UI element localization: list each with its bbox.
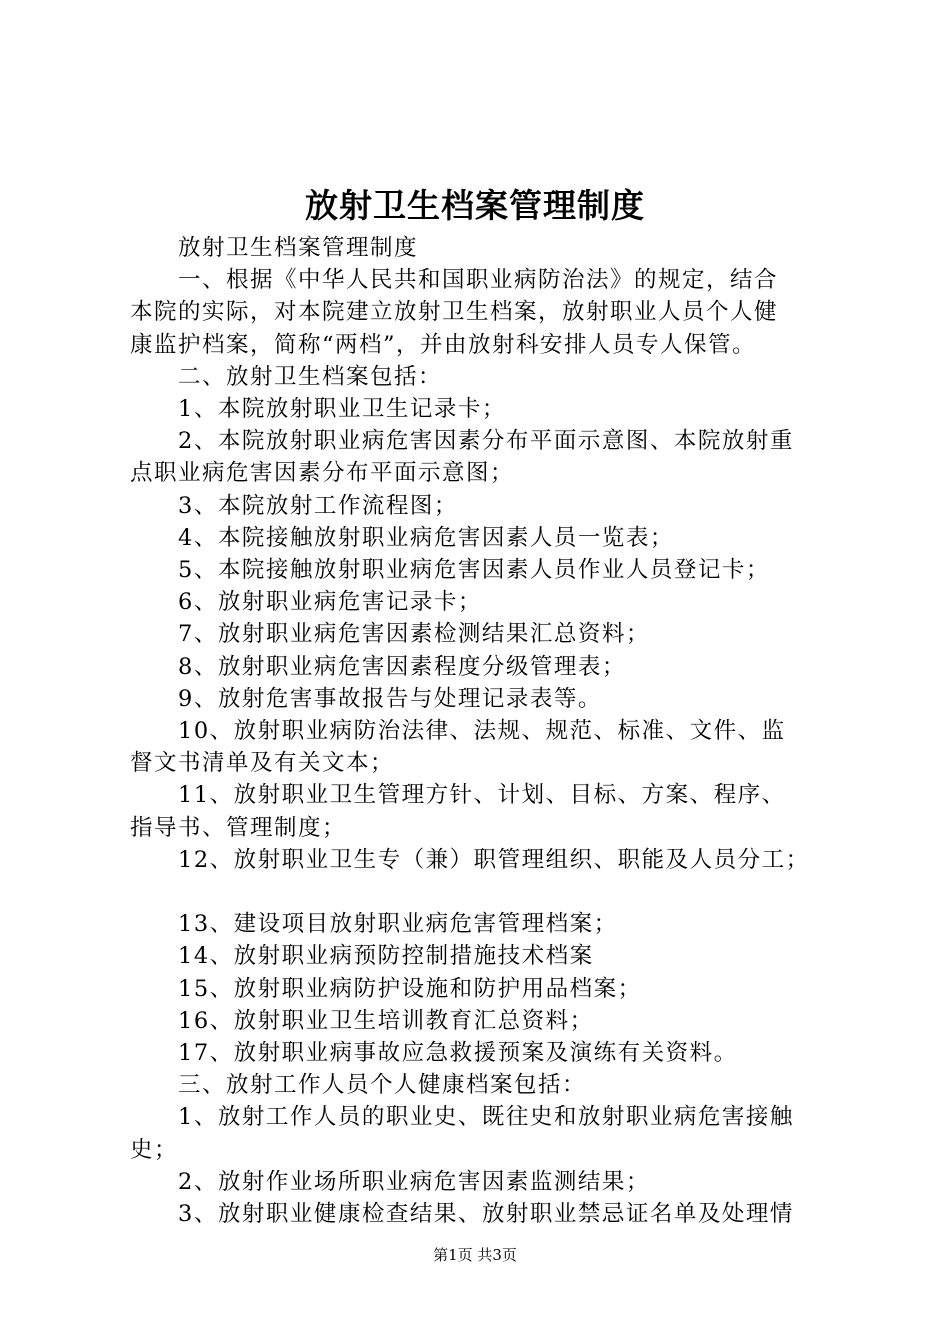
list-item: 1、放射工作人员的职业史、既往史和放射职业病危害接触	[178, 1104, 794, 1131]
list-item: 1、本院放射职业卫生记录卡；	[178, 396, 506, 423]
list-item: 7、放射职业病危害因素检测结果汇总资料；	[178, 621, 650, 648]
document-title: 放射卫生档案管理制度	[305, 186, 645, 225]
list-item-continuation: 督文书清单及有关文本；	[130, 750, 395, 777]
list-item-continuation: 史；	[130, 1136, 179, 1163]
document-body	[130, 232, 836, 1230]
list-item: 5、本院接触放射职业病危害因素人员作业人员登记卡；	[178, 557, 770, 584]
list-item: 13、建设项目放射职业病危害管理档案；	[178, 911, 618, 938]
page-footer: 第1页 共3页	[433, 1246, 517, 1264]
list-item: 15、放射职业病防护设施和防护用品档案；	[178, 975, 642, 1002]
list-item: 8、放射职业病危害因素程度分级管理表；	[178, 653, 626, 680]
list-item: 10、放射职业病防治法律、法规、规范、标准、文件、监	[178, 718, 786, 745]
list-item: 4、本院接触放射职业病危害因素人员一览表；	[178, 524, 674, 551]
text-line: 本院的实际，对本院建立放射卫生档案，放射职业人员个人健	[130, 299, 779, 326]
list-item: 11、放射职业卫生管理方针、计划、目标、方案、程序、	[178, 782, 786, 809]
text-line: 一、根据《中华人民共和国职业病防治法》的规定，结合	[178, 267, 779, 294]
list-item: 6、放射职业病危害记录卡；	[178, 589, 482, 616]
list-item: 14、放射职业病预防控制措施技术档案	[178, 943, 594, 970]
section-heading: 三、放射工作人员个人健康档案包括：	[178, 1072, 587, 1099]
list-item: 2、本院放射职业病危害因素分布平面示意图、本院放射重	[178, 428, 794, 455]
list-item: 17、放射职业病事故应急救援预案及演练有关资料。	[178, 1040, 738, 1067]
list-item-continuation: 点职业病危害因素分布平面示意图；	[130, 460, 515, 487]
list-item-continuation: 指导书、管理制度；	[130, 814, 347, 841]
text-line: 康监护档案，简称“两档”，并由放射科安排人员专人保管。	[130, 331, 757, 358]
list-item: 3、放射职业健康检查结果、放射职业禁忌证名单及处理情	[178, 1201, 794, 1228]
blank-line	[130, 876, 836, 908]
section-heading: 二、放射卫生档案包括：	[178, 363, 443, 390]
list-item: 3、本院放射工作流程图；	[178, 492, 458, 519]
list-item: 16、放射职业卫生培训教育汇总资料；	[178, 1007, 594, 1034]
list-item: 9、放射危害事故报告与处理记录表等。	[178, 685, 602, 712]
subtitle-line: 放射卫生档案管理制度	[178, 235, 419, 261]
list-item: 12、放射职业卫生专（兼）职管理组织、职能及人员分工；	[178, 846, 810, 873]
list-item: 2、放射作业场所职业病危害因素监测结果；	[178, 1168, 650, 1195]
